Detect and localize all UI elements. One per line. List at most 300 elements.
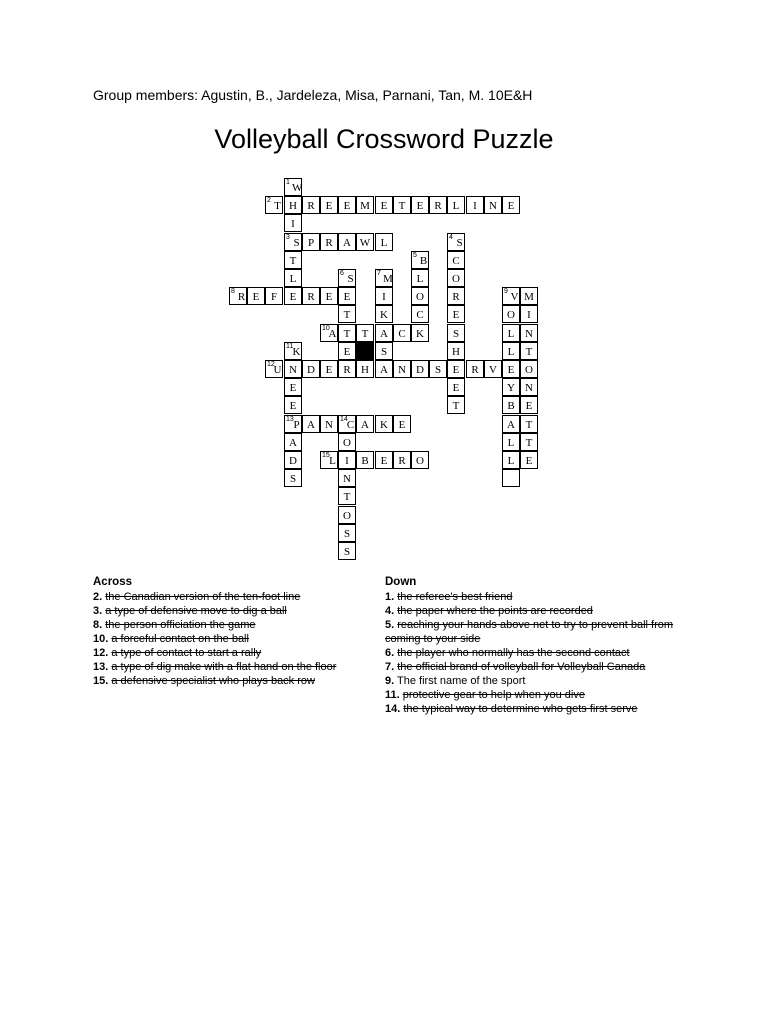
cell-letter: T bbox=[361, 328, 369, 340]
cell-letter: O bbox=[416, 291, 424, 303]
cell-letter: I bbox=[473, 200, 477, 212]
grid-cell bbox=[411, 324, 429, 342]
cell-letter: L bbox=[507, 455, 515, 467]
clue-number-label: 2. bbox=[93, 591, 103, 603]
grid-cell bbox=[284, 196, 302, 214]
grid-cell bbox=[284, 360, 302, 378]
clue-number-label: 13. bbox=[93, 661, 109, 673]
cell-letter: N bbox=[489, 200, 497, 212]
cell-letter: C bbox=[452, 255, 460, 267]
cell-letter: S bbox=[289, 473, 297, 485]
clue-number: 2 bbox=[267, 197, 271, 204]
clue-text: the official brand of volleyball for Volleyball Canada bbox=[397, 661, 646, 673]
cell-letter: E bbox=[507, 364, 515, 376]
clue-text: a defensive specialist who plays back row bbox=[111, 675, 315, 687]
down-clue bbox=[385, 674, 675, 688]
grid-cell bbox=[284, 214, 302, 232]
clue-number-label: 1. bbox=[385, 591, 395, 603]
grid-cell bbox=[447, 233, 465, 251]
grid-cell bbox=[447, 396, 465, 414]
grid-cell bbox=[356, 360, 374, 378]
cell-letter: L bbox=[329, 455, 336, 467]
cell-letter: E bbox=[507, 200, 515, 212]
cell-letter: I bbox=[382, 291, 386, 303]
cell-letter: I bbox=[345, 455, 349, 467]
cell-letter: T bbox=[398, 200, 406, 212]
grid-cell bbox=[375, 287, 393, 305]
grid-cell bbox=[284, 415, 302, 433]
cell-letter: S bbox=[380, 346, 388, 358]
clue-text: the player who normally has the second contact bbox=[397, 647, 630, 659]
grid-cell bbox=[375, 360, 393, 378]
across-clue bbox=[93, 646, 383, 660]
cell-letter: H bbox=[361, 364, 369, 376]
grid-cell bbox=[284, 178, 302, 196]
grid-cell bbox=[393, 324, 411, 342]
grid-cell bbox=[284, 396, 302, 414]
grid-cell bbox=[284, 378, 302, 396]
grid-cell bbox=[502, 196, 520, 214]
cell-letter: O bbox=[343, 510, 351, 522]
cell-letter: H bbox=[289, 200, 297, 212]
cell-letter: V bbox=[489, 364, 497, 376]
cell-letter: D bbox=[289, 455, 297, 467]
grid-cell bbox=[447, 196, 465, 214]
grid-cell bbox=[466, 196, 484, 214]
cell-letter: E bbox=[325, 364, 333, 376]
grid-cell bbox=[338, 305, 356, 323]
cell-letter: E bbox=[380, 455, 388, 467]
cell-letter: S bbox=[343, 528, 351, 540]
clue-number-label: 11. bbox=[385, 689, 400, 701]
clue-number-label: 3. bbox=[93, 605, 103, 617]
grid-cell bbox=[302, 233, 320, 251]
grid-cell bbox=[502, 360, 520, 378]
clue-number: 1 bbox=[286, 179, 290, 186]
group-members-line: Group members: Agustin, B., Jardeleza, Misa, Parnani, Tan, M. 10E&H bbox=[93, 87, 533, 103]
grid-cell bbox=[502, 378, 520, 396]
grid-cell bbox=[229, 287, 247, 305]
cell-letter: M bbox=[524, 291, 534, 303]
grid-cell bbox=[447, 342, 465, 360]
grid-cell bbox=[502, 287, 520, 305]
grid-cell bbox=[502, 415, 520, 433]
cell-letter: N bbox=[343, 473, 351, 485]
grid-cell bbox=[520, 360, 538, 378]
clue-number: 8 bbox=[231, 288, 235, 295]
grid-cell bbox=[393, 415, 411, 433]
grid-cell bbox=[320, 233, 338, 251]
grid-cell bbox=[502, 469, 520, 487]
grid-cell bbox=[338, 542, 356, 560]
down-clue bbox=[385, 702, 675, 716]
down-clue bbox=[385, 590, 675, 604]
cell-letter: B bbox=[419, 255, 428, 267]
grid-cell bbox=[338, 196, 356, 214]
grid-cell bbox=[393, 196, 411, 214]
grid-cell bbox=[502, 451, 520, 469]
down-clue-list bbox=[385, 590, 675, 716]
cell-letter: C bbox=[346, 419, 355, 431]
cell-letter: N bbox=[525, 328, 533, 340]
cell-letter: E bbox=[289, 382, 297, 394]
clue-text: the person officiation the game bbox=[105, 619, 256, 631]
grid-cell bbox=[320, 287, 338, 305]
grid-cell bbox=[320, 196, 338, 214]
cell-letter: R bbox=[343, 364, 351, 376]
cell-letter: N bbox=[325, 419, 333, 431]
grid-cell bbox=[375, 196, 393, 214]
grid-cell bbox=[375, 305, 393, 323]
clue-number-label: 15. bbox=[93, 675, 109, 687]
cell-letter: L bbox=[380, 237, 388, 249]
cell-letter: S bbox=[293, 237, 300, 249]
grid-cell bbox=[320, 324, 338, 342]
cell-letter: N bbox=[525, 382, 533, 394]
grid-cell bbox=[447, 269, 465, 287]
cell-letter: E bbox=[252, 291, 260, 303]
cell-letter: E bbox=[398, 419, 406, 431]
cell-letter: O bbox=[416, 455, 424, 467]
cell-letter: R bbox=[471, 364, 479, 376]
cell-letter: R bbox=[452, 291, 460, 303]
cell-letter: A bbox=[507, 419, 515, 431]
grid-cell bbox=[338, 433, 356, 451]
cell-letter: K bbox=[380, 419, 388, 431]
grid-cell bbox=[447, 360, 465, 378]
cell-letter: T bbox=[452, 400, 460, 412]
cell-letter: A bbox=[307, 419, 315, 431]
cell-letter: R bbox=[307, 291, 315, 303]
grid-cell bbox=[375, 342, 393, 360]
grid-cell bbox=[338, 415, 356, 433]
cell-letter: L bbox=[289, 273, 297, 285]
cell-letter: L bbox=[507, 328, 515, 340]
cell-letter: K bbox=[380, 309, 388, 321]
grid-cell bbox=[466, 360, 484, 378]
clue-number-label: 6. bbox=[385, 647, 395, 659]
cell-letter: W bbox=[292, 182, 303, 194]
across-clue bbox=[93, 604, 383, 618]
grid-cell bbox=[320, 451, 338, 469]
clue-text: The first name of the sport bbox=[397, 675, 526, 687]
cell-letter: E bbox=[325, 200, 333, 212]
clue-number-label: 7. bbox=[385, 661, 395, 673]
grid-cell bbox=[265, 196, 283, 214]
cell-letter: M bbox=[383, 273, 393, 285]
across-clue-list bbox=[93, 590, 383, 688]
clue-number-label: 12. bbox=[93, 647, 109, 659]
cell-letter: O bbox=[507, 309, 515, 321]
grid-cell bbox=[284, 433, 302, 451]
cell-letter: I bbox=[291, 218, 295, 230]
grid-cell bbox=[375, 324, 393, 342]
clue-number: 10 bbox=[322, 325, 330, 332]
grid-cell bbox=[502, 396, 520, 414]
clue-number: 5 bbox=[413, 252, 417, 259]
grid-cell bbox=[520, 324, 538, 342]
cell-letter: U bbox=[273, 364, 282, 376]
grid-cell bbox=[284, 287, 302, 305]
cell-letter: P bbox=[307, 237, 315, 249]
cell-letter: E bbox=[289, 291, 297, 303]
across-clue bbox=[93, 618, 383, 632]
cell-letter: R bbox=[398, 455, 406, 467]
cell-letter: F bbox=[270, 291, 278, 303]
cell-letter: L bbox=[507, 346, 515, 358]
grid-cell bbox=[247, 287, 265, 305]
clue-number: 7 bbox=[377, 270, 381, 277]
clue-number: 6 bbox=[340, 270, 344, 277]
cell-letter: I bbox=[527, 309, 531, 321]
grid-cell bbox=[502, 342, 520, 360]
down-clue bbox=[385, 688, 675, 702]
cell-letter: E bbox=[325, 291, 333, 303]
grid-cell bbox=[338, 524, 356, 542]
clue-text: the paper where the points are recorded bbox=[397, 605, 593, 617]
clue-number: 3 bbox=[286, 234, 290, 241]
clue-number: 12 bbox=[267, 361, 275, 368]
grid-cell bbox=[375, 269, 393, 287]
grid-cell bbox=[302, 360, 320, 378]
clue-number: 15 bbox=[322, 452, 330, 459]
grid-cell bbox=[375, 451, 393, 469]
cell-letter: M bbox=[360, 200, 370, 212]
grid-cell bbox=[447, 305, 465, 323]
cell-letter: S bbox=[347, 273, 354, 285]
grid-cell bbox=[484, 196, 502, 214]
grid-cell bbox=[338, 360, 356, 378]
grid-cell bbox=[411, 287, 429, 305]
clue-text: a type of dig make with a flat hand on the floor bbox=[111, 661, 337, 673]
cell-letter: T bbox=[343, 309, 351, 321]
grid-cell bbox=[447, 378, 465, 396]
cell-letter: E bbox=[452, 382, 460, 394]
grid-cell bbox=[356, 233, 374, 251]
page-title: Volleyball Crossword Puzzle bbox=[214, 124, 554, 154]
grid-cell bbox=[411, 196, 429, 214]
clue-number: 13 bbox=[286, 416, 294, 423]
cell-letter: V bbox=[510, 291, 519, 303]
down-clues bbox=[385, 575, 675, 716]
clue-text: the Canadian version of the ten-foot line bbox=[105, 591, 301, 603]
cell-letter: T bbox=[343, 328, 351, 340]
grid-cell bbox=[338, 506, 356, 524]
cell-letter: P bbox=[293, 419, 300, 431]
grid-cell bbox=[320, 415, 338, 433]
cell-letter: E bbox=[343, 346, 351, 358]
grid-cell bbox=[302, 287, 320, 305]
down-clue bbox=[385, 646, 675, 660]
grid-cell bbox=[356, 196, 374, 214]
grid-cell bbox=[429, 196, 447, 214]
clue-text: a type of defensive move to dig a ball bbox=[105, 605, 287, 617]
cell-letter: K bbox=[292, 346, 301, 358]
grid-cell bbox=[393, 451, 411, 469]
cell-letter: S bbox=[456, 237, 463, 249]
grid-cell bbox=[284, 233, 302, 251]
cell-letter: R bbox=[237, 291, 246, 303]
clue-number-label: 10. bbox=[93, 633, 109, 645]
across-clues bbox=[93, 575, 383, 688]
clue-number-label: 5. bbox=[385, 619, 395, 631]
cell-letter: H bbox=[452, 346, 460, 358]
grid-cell bbox=[520, 342, 538, 360]
grid-cell bbox=[284, 342, 302, 360]
clue-number: 11 bbox=[286, 343, 294, 350]
grid-black-cell bbox=[356, 342, 374, 360]
grid-cell bbox=[520, 433, 538, 451]
across-clue bbox=[93, 632, 383, 646]
grid-cell bbox=[411, 360, 429, 378]
grid-cell bbox=[520, 305, 538, 323]
cell-letter: B bbox=[361, 455, 369, 467]
clue-text: a forceful contact on the ball bbox=[111, 633, 249, 645]
grid-cell bbox=[520, 378, 538, 396]
cell-letter: A bbox=[380, 328, 388, 340]
cell-letter: O bbox=[525, 364, 533, 376]
grid-cell bbox=[520, 415, 538, 433]
grid-cell bbox=[338, 451, 356, 469]
cell-letter: T bbox=[525, 419, 533, 431]
cell-letter: E bbox=[452, 309, 460, 321]
grid-cell bbox=[302, 196, 320, 214]
cell-letter: R bbox=[325, 237, 333, 249]
cell-letter: B bbox=[507, 400, 515, 412]
grid-cell bbox=[356, 324, 374, 342]
cell-letter: R bbox=[307, 200, 315, 212]
cell-letter: E bbox=[525, 400, 533, 412]
grid-cell bbox=[502, 324, 520, 342]
grid-cell bbox=[411, 251, 429, 269]
grid-cell bbox=[447, 324, 465, 342]
cell-letter: K bbox=[416, 328, 424, 340]
grid-cell bbox=[338, 487, 356, 505]
cell-letter: O bbox=[343, 437, 351, 449]
cell-letter: S bbox=[343, 546, 351, 558]
clue-number-label: 9. bbox=[385, 675, 395, 687]
across-clue bbox=[93, 590, 383, 604]
cell-letter: E bbox=[343, 291, 351, 303]
cell-letter: E bbox=[343, 200, 351, 212]
grid-cell bbox=[284, 251, 302, 269]
cell-letter: S bbox=[452, 328, 460, 340]
grid-cell bbox=[338, 342, 356, 360]
grid-cell bbox=[411, 269, 429, 287]
grid-cell bbox=[338, 269, 356, 287]
grid-cell bbox=[265, 287, 283, 305]
grid-cell bbox=[284, 451, 302, 469]
cell-letter: C bbox=[398, 328, 406, 340]
cell-letter: T bbox=[274, 200, 281, 212]
cell-letter: A bbox=[343, 237, 351, 249]
cell-letter: S bbox=[434, 364, 442, 376]
across-clue bbox=[93, 660, 383, 674]
cell-letter: T bbox=[289, 255, 297, 267]
cell-letter: A bbox=[328, 328, 337, 340]
cell-letter: E bbox=[380, 200, 388, 212]
cell-letter: D bbox=[416, 364, 424, 376]
clue-number: 9 bbox=[504, 288, 508, 295]
grid-cell bbox=[520, 451, 538, 469]
grid-cell bbox=[411, 451, 429, 469]
clue-number: 4 bbox=[449, 234, 453, 241]
cell-letter: T bbox=[343, 491, 351, 503]
grid-cell bbox=[356, 415, 374, 433]
grid-cell bbox=[302, 415, 320, 433]
grid-cell bbox=[356, 451, 374, 469]
cell-letter: N bbox=[398, 364, 406, 376]
grid-cell bbox=[338, 324, 356, 342]
grid-cell bbox=[338, 233, 356, 251]
clue-text: protective gear to help when you dive bbox=[402, 689, 585, 701]
grid-cell bbox=[447, 287, 465, 305]
clue-text: the typical way to determine who gets first serve bbox=[403, 703, 638, 715]
grid-cell bbox=[375, 233, 393, 251]
cell-letter: W bbox=[359, 237, 371, 249]
grid-cell bbox=[429, 360, 447, 378]
grid-cell bbox=[338, 287, 356, 305]
across-heading: Across bbox=[93, 576, 132, 588]
cell-letter: E bbox=[289, 400, 297, 412]
grid-cell bbox=[320, 360, 338, 378]
down-clue bbox=[385, 604, 675, 618]
grid-cell bbox=[265, 360, 283, 378]
grid-cell bbox=[411, 305, 429, 323]
clue-number: 14 bbox=[340, 416, 348, 423]
cell-letter: C bbox=[416, 309, 424, 321]
grid-cell bbox=[502, 305, 520, 323]
grid-cell bbox=[484, 360, 502, 378]
cell-letter: N bbox=[289, 364, 297, 376]
grid-cell bbox=[284, 269, 302, 287]
down-heading: Down bbox=[385, 576, 417, 588]
across-clue bbox=[93, 674, 383, 688]
cell-letter: R bbox=[434, 200, 442, 212]
grid-cell bbox=[520, 287, 538, 305]
clue-text: a type of contact to start a rally bbox=[111, 647, 262, 659]
cell-letter: O bbox=[452, 273, 460, 285]
cell-letter: A bbox=[289, 437, 297, 449]
cell-letter: E bbox=[416, 200, 424, 212]
grid-cell bbox=[447, 251, 465, 269]
grid-cell bbox=[338, 469, 356, 487]
down-clue bbox=[385, 618, 675, 646]
grid-cell bbox=[520, 396, 538, 414]
clue-number-label: 14. bbox=[385, 703, 401, 715]
grid-cell bbox=[284, 469, 302, 487]
clue-text: reaching your hands above net to try to prevent ball from coming to your side bbox=[385, 619, 674, 645]
down-clue bbox=[385, 660, 675, 674]
cell-letter: A bbox=[361, 419, 369, 431]
cell-letter: L bbox=[452, 200, 460, 212]
grid-cell bbox=[375, 415, 393, 433]
clue-number-label: 8. bbox=[93, 619, 103, 631]
cell-letter: L bbox=[416, 273, 424, 285]
cell-letter: T bbox=[525, 437, 533, 449]
grid-cell bbox=[393, 360, 411, 378]
cell-letter: Y bbox=[507, 382, 515, 394]
cell-letter: A bbox=[380, 364, 388, 376]
cell-letter: E bbox=[452, 364, 460, 376]
cell-letter: L bbox=[507, 437, 515, 449]
clue-number-label: 4. bbox=[385, 605, 395, 617]
clue-text: the referee's best friend bbox=[397, 591, 513, 603]
cell-letter: T bbox=[525, 346, 533, 358]
cell-letter: D bbox=[307, 364, 315, 376]
grid-cell bbox=[502, 433, 520, 451]
cell-letter: E bbox=[525, 455, 533, 467]
